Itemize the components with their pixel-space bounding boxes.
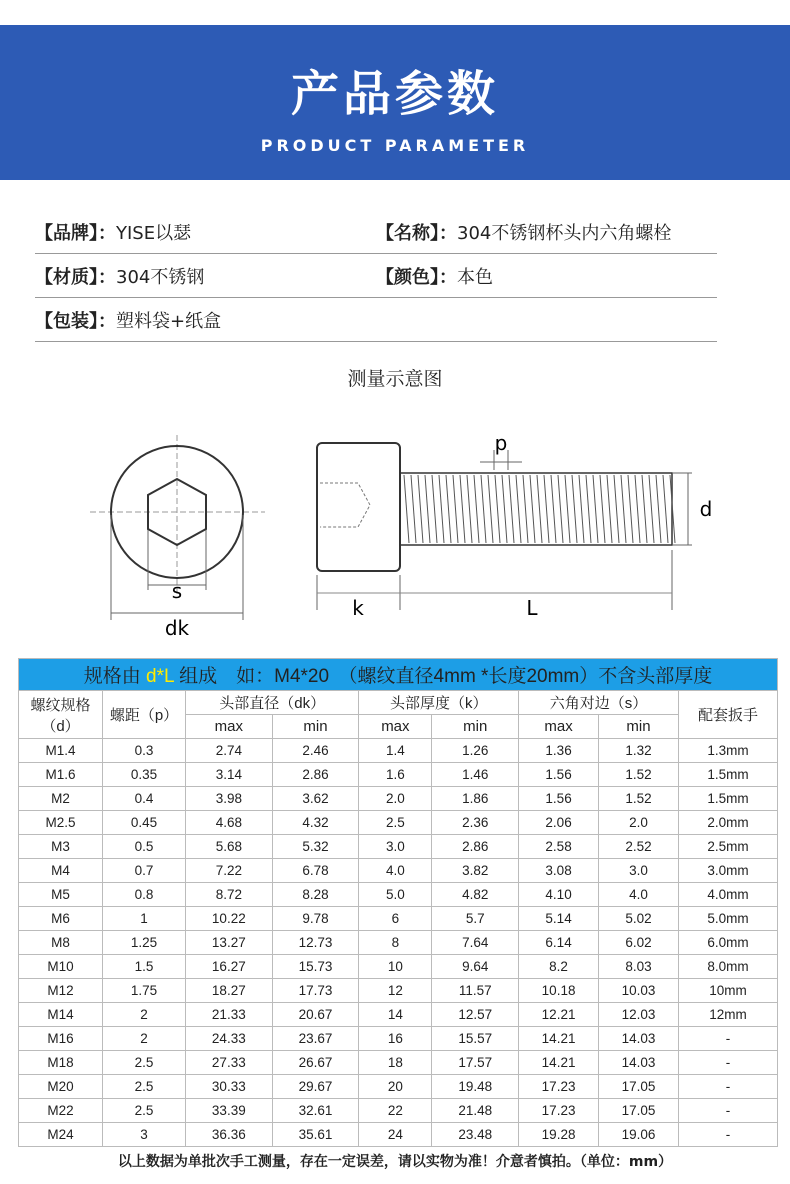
table-row — [19, 787, 778, 811]
thread-line — [418, 475, 423, 543]
table-cell: 0.3 — [103, 739, 186, 763]
thread-line — [565, 475, 570, 543]
table-cell: M20 — [19, 1075, 103, 1099]
table-cell: 4.0mm — [678, 883, 777, 907]
table-cell: 3.62 — [272, 787, 359, 811]
table-cell: 8 — [359, 931, 432, 955]
table-cell: M3 — [19, 835, 103, 859]
label-k: k — [352, 596, 364, 620]
table-cell: 13.27 — [186, 931, 273, 955]
table-cell: 14.21 — [519, 1027, 599, 1051]
brand-value: YISE以瑟 — [116, 222, 192, 244]
table-cell: 10mm — [678, 979, 777, 1003]
table-row — [19, 1123, 778, 1147]
table-row — [19, 859, 778, 883]
table-cell: M4 — [19, 859, 103, 883]
thread-line — [600, 475, 605, 543]
table-row — [19, 835, 778, 859]
table-cell: 2 — [103, 1027, 186, 1051]
bolt-side-view — [317, 443, 692, 610]
table-cell: 18 — [359, 1051, 432, 1075]
table-cell: 1.75 — [103, 979, 186, 1003]
table-cell: - — [678, 1027, 777, 1051]
thread-line — [558, 475, 563, 543]
thread-line — [516, 475, 521, 543]
table-row — [19, 907, 778, 931]
table-row — [19, 763, 778, 787]
thread-line — [551, 475, 556, 543]
table-cell: 1.5mm — [678, 763, 777, 787]
info-row — [35, 298, 717, 342]
table-cell: 27.33 — [186, 1051, 273, 1075]
table-cell: 14.21 — [519, 1051, 599, 1075]
thread-line — [635, 475, 640, 543]
table-cell: 18.27 — [186, 979, 273, 1003]
table-cell: 23.48 — [432, 1123, 519, 1147]
table-cell: 8.2 — [519, 955, 599, 979]
table-cell: 3.0mm — [678, 859, 777, 883]
table-cell: 0.35 — [103, 763, 186, 787]
table-cell: M22 — [19, 1099, 103, 1123]
table-cell: 3.14 — [186, 763, 273, 787]
thread-line — [628, 475, 633, 543]
table-cell: 4.68 — [186, 811, 273, 835]
table-cell: 30.33 — [186, 1075, 273, 1099]
table-cell: 2.36 — [432, 811, 519, 835]
label-s: s — [171, 579, 183, 603]
table-cell: 8.03 — [599, 955, 679, 979]
table-row — [19, 1075, 778, 1099]
name-value: 304不锈钢杯头内六角螺栓 — [457, 222, 672, 244]
table-cell: 17.23 — [519, 1075, 599, 1099]
table-cell: 12.03 — [599, 1003, 679, 1027]
thread-line — [481, 475, 486, 543]
table-cell: 15.57 — [432, 1027, 519, 1051]
table-cell: 22 — [359, 1099, 432, 1123]
table-cell: 4.0 — [599, 883, 679, 907]
table-row — [19, 1099, 778, 1123]
color-value: 本色 — [457, 266, 493, 288]
table-cell: 17.23 — [519, 1099, 599, 1123]
table-cell: 24 — [359, 1123, 432, 1147]
table-cell: 2.52 — [599, 835, 679, 859]
col-pitch: 螺距（p） — [103, 691, 186, 739]
label-d: d — [699, 497, 713, 521]
info-row — [35, 254, 717, 298]
table-cell: 5.32 — [272, 835, 359, 859]
info-row — [35, 210, 717, 254]
table-cell: 5.7 — [432, 907, 519, 931]
table-cell: 2.58 — [519, 835, 599, 859]
table-cell: 12 — [359, 979, 432, 1003]
thread-line — [460, 475, 465, 543]
thread-line — [488, 475, 493, 543]
color-label: 【颜色】： — [376, 266, 457, 288]
table-cell: M16 — [19, 1027, 103, 1051]
table-cell: 1.32 — [599, 739, 679, 763]
table-cell: 2.0mm — [678, 811, 777, 835]
subheader-max: max — [186, 715, 273, 739]
table-cell: 21.48 — [432, 1099, 519, 1123]
table-cell: 12.73 — [272, 931, 359, 955]
table-cell: 4.82 — [432, 883, 519, 907]
table-cell: 0.5 — [103, 835, 186, 859]
thread-line — [432, 475, 437, 543]
table-cell: 3.82 — [432, 859, 519, 883]
table-row — [19, 739, 778, 763]
package-label: 【包装】： — [35, 310, 116, 332]
table-row — [19, 1027, 778, 1051]
thread-line — [614, 475, 619, 543]
table-cell: 3 — [103, 1123, 186, 1147]
table-cell: 3.0 — [359, 835, 432, 859]
table-cell: 4.0 — [359, 859, 432, 883]
table-cell: 1.52 — [599, 787, 679, 811]
table-cell: - — [678, 1075, 777, 1099]
thread-line — [425, 475, 430, 543]
product-info — [35, 210, 717, 342]
subheader-max: max — [519, 715, 599, 739]
table-cell: 2.5mm — [678, 835, 777, 859]
table-cell: 1.25 — [103, 931, 186, 955]
thread-line — [649, 475, 654, 543]
table-cell: - — [678, 1099, 777, 1123]
table-cell: 24.33 — [186, 1027, 273, 1051]
table-cell: 6.0mm — [678, 931, 777, 955]
table-cell: 2.0 — [359, 787, 432, 811]
name-label: 【名称】： — [376, 222, 457, 244]
table-cell: 23.67 — [272, 1027, 359, 1051]
table-cell: 15.73 — [272, 955, 359, 979]
thread-line — [530, 475, 535, 543]
table-cell: 2.86 — [272, 763, 359, 787]
table-cell: 35.61 — [272, 1123, 359, 1147]
table-cell: 19.06 — [599, 1123, 679, 1147]
table-cell: 19.28 — [519, 1123, 599, 1147]
table-cell: 3.0 — [599, 859, 679, 883]
table-cell: 19.48 — [432, 1075, 519, 1099]
table-cell: 2.5 — [103, 1099, 186, 1123]
table-cell: 8.72 — [186, 883, 273, 907]
spec-table — [18, 658, 778, 1147]
table-cell: 1.5mm — [678, 787, 777, 811]
thread-line — [411, 475, 416, 543]
table-row — [19, 979, 778, 1003]
col-head-height: 头部厚度（k） — [359, 691, 519, 715]
table-cell: 2.46 — [272, 739, 359, 763]
col-head-diameter: 头部直径（dk） — [186, 691, 359, 715]
table-cell: 10.03 — [599, 979, 679, 1003]
table-cell: 6.14 — [519, 931, 599, 955]
table-cell: 16 — [359, 1027, 432, 1051]
table-cell: 2.5 — [103, 1051, 186, 1075]
table-cell: 1.56 — [519, 787, 599, 811]
subheader-min: min — [432, 715, 519, 739]
table-cell: 1.56 — [519, 763, 599, 787]
table-cell: 29.67 — [272, 1075, 359, 1099]
table-cell: 4.32 — [272, 811, 359, 835]
table-cell: 10.18 — [519, 979, 599, 1003]
table-cell: M5 — [19, 883, 103, 907]
table-cell: M2.5 — [19, 811, 103, 835]
table-cell: 6.02 — [599, 931, 679, 955]
table-cell: 7.64 — [432, 931, 519, 955]
table-cell: 0.4 — [103, 787, 186, 811]
subheader-min: min — [599, 715, 679, 739]
table-cell: 7.22 — [186, 859, 273, 883]
table-cell: 9.78 — [272, 907, 359, 931]
table-cell: 17.05 — [599, 1099, 679, 1123]
header-banner — [0, 25, 790, 180]
table-cell: M6 — [19, 907, 103, 931]
table-cell: 14.03 — [599, 1051, 679, 1075]
table-cell: 26.67 — [272, 1051, 359, 1075]
table-cell: 5.0mm — [678, 907, 777, 931]
table-cell: 8.0mm — [678, 955, 777, 979]
table-cell: 1 — [103, 907, 186, 931]
table-cell: 17.05 — [599, 1075, 679, 1099]
table-cell: 10 — [359, 955, 432, 979]
table-cell: 2.5 — [103, 1075, 186, 1099]
thread-line — [404, 475, 409, 543]
bolt-diagram — [0, 415, 790, 645]
subheader-min: min — [272, 715, 359, 739]
table-row — [19, 1003, 778, 1027]
thread-line — [544, 475, 549, 543]
table-row — [19, 931, 778, 955]
label-dk: dk — [164, 616, 190, 640]
table-cell: 2.0 — [599, 811, 679, 835]
thread-line — [502, 475, 507, 543]
table-row — [19, 811, 778, 835]
package-value: 塑料袋+纸盒 — [116, 310, 222, 332]
table-cell: 2.74 — [186, 739, 273, 763]
thread-line — [579, 475, 584, 543]
table-cell: 0.45 — [103, 811, 186, 835]
table-cell: 3.98 — [186, 787, 273, 811]
thread-line — [656, 475, 661, 543]
table-cell: M24 — [19, 1123, 103, 1147]
table-cell: M2 — [19, 787, 103, 811]
thread-line — [593, 475, 598, 543]
table-cell: 1.6 — [359, 763, 432, 787]
table-cell: 5.14 — [519, 907, 599, 931]
footnote: 以上数据为单批次手工测量，存在一定误差，请以实物为准！介意者慎拍。（单位：mm） — [117, 1154, 673, 1170]
table-cell: M1.4 — [19, 739, 103, 763]
table-cell: 17.73 — [272, 979, 359, 1003]
table-cell: 32.61 — [272, 1099, 359, 1123]
table-cell: 2.86 — [432, 835, 519, 859]
col-wrench: 配套扳手 — [678, 691, 777, 739]
table-cell: 1.3mm — [678, 739, 777, 763]
table-cell: 1.36 — [519, 739, 599, 763]
subheader-max: max — [359, 715, 432, 739]
thread-line — [621, 475, 626, 543]
table-cell: 1.4 — [359, 739, 432, 763]
table-cell: 12mm — [678, 1003, 777, 1027]
table-cell: 17.57 — [432, 1051, 519, 1075]
brand-label: 【品牌】： — [35, 222, 116, 244]
thread-line — [474, 475, 479, 543]
table-cell: 5.02 — [599, 907, 679, 931]
table-cell: - — [678, 1123, 777, 1147]
table-cell: 33.39 — [186, 1099, 273, 1123]
table-cell: 12.21 — [519, 1003, 599, 1027]
thread-line — [537, 475, 542, 543]
table-row — [19, 883, 778, 907]
table-cell: 2.5 — [359, 811, 432, 835]
col-thread-size: 螺纹规格（d） — [19, 691, 103, 739]
table-cell: M14 — [19, 1003, 103, 1027]
table-cell: 1.46 — [432, 763, 519, 787]
thread-line — [523, 475, 528, 543]
table-cell: 36.36 — [186, 1123, 273, 1147]
table-cell: 5.68 — [186, 835, 273, 859]
table-cell: 20 — [359, 1075, 432, 1099]
table-cell: M10 — [19, 955, 103, 979]
table-cell: 1.52 — [599, 763, 679, 787]
thread-line — [509, 475, 514, 543]
thread-line — [446, 475, 451, 543]
table-row — [19, 1051, 778, 1075]
table-cell: 5.0 — [359, 883, 432, 907]
thread-line — [453, 475, 458, 543]
table-cell: 14.03 — [599, 1027, 679, 1051]
table-cell: 2.06 — [519, 811, 599, 835]
thread-line — [663, 475, 668, 543]
label-p: p — [494, 431, 508, 455]
table-cell: 0.8 — [103, 883, 186, 907]
thread-line — [495, 475, 500, 543]
label-L: L — [526, 596, 538, 620]
table-cell: 21.33 — [186, 1003, 273, 1027]
thread-line — [467, 475, 472, 543]
table-cell: 6 — [359, 907, 432, 931]
table-cell: 11.57 — [432, 979, 519, 1003]
table-cell: 16.27 — [186, 955, 273, 979]
table-cell: M18 — [19, 1051, 103, 1075]
thread-line — [586, 475, 591, 543]
table-cell: 3.08 — [519, 859, 599, 883]
diagram-title: 测量示意图 — [347, 368, 443, 390]
table-cell: 1.26 — [432, 739, 519, 763]
material-label: 【材质】： — [35, 266, 116, 288]
table-cell: 14 — [359, 1003, 432, 1027]
thread-line — [572, 475, 577, 543]
table-row — [19, 955, 778, 979]
table-cell: 1.5 — [103, 955, 186, 979]
table-cell: M12 — [19, 979, 103, 1003]
table-cell: M1.6 — [19, 763, 103, 787]
table-cell: 8.28 — [272, 883, 359, 907]
table-cell: - — [678, 1051, 777, 1075]
col-hex-size: 六角对边（s） — [519, 691, 679, 715]
table-cell: 12.57 — [432, 1003, 519, 1027]
table-cell: 9.64 — [432, 955, 519, 979]
table-cell: M8 — [19, 931, 103, 955]
table-cell: 1.86 — [432, 787, 519, 811]
table-cell: 6.78 — [272, 859, 359, 883]
table-cell: 0.7 — [103, 859, 186, 883]
thread-line — [607, 475, 612, 543]
page-title: 产品参数 — [290, 66, 499, 122]
thread-line — [439, 475, 444, 543]
thread-line — [642, 475, 647, 543]
table-cell: 20.67 — [272, 1003, 359, 1027]
material-value: 304不锈钢 — [116, 266, 205, 288]
table-caption: 规格由 d*L 组成 如：M4*20 （螺纹直径4mm *长度20mm）不含头部厚度 — [19, 659, 778, 691]
table-cell: 2 — [103, 1003, 186, 1027]
table-cell: 10.22 — [186, 907, 273, 931]
page-subtitle: PRODUCT PARAMETER — [260, 136, 530, 155]
table-cell: 4.10 — [519, 883, 599, 907]
